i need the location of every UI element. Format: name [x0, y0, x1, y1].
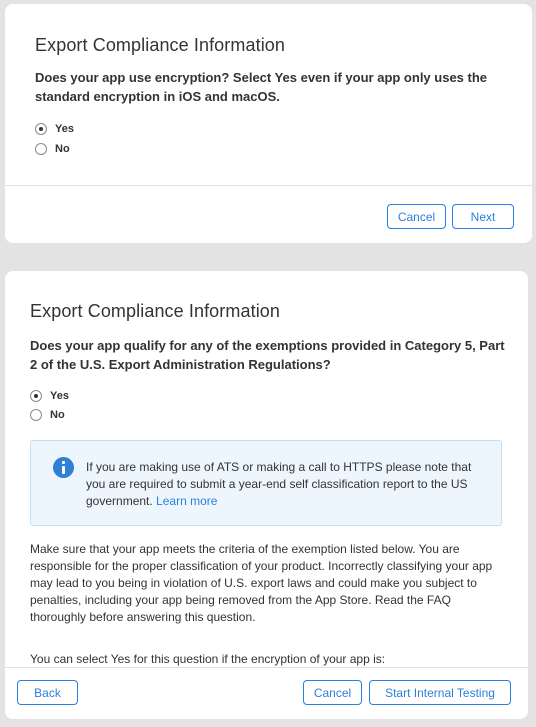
encryption-dialog [5, 4, 532, 243]
radio-unselected-icon[interactable] [30, 409, 42, 421]
radio-no[interactable] [30, 407, 65, 423]
encryption-question: Does your app use encryption? Select Yes even if your app only uses the standard encryption in iOS and macOS. [35, 70, 488, 104]
radio-no-label: No [50, 409, 65, 421]
dialog-title: Export Compliance Information [30, 301, 281, 321]
radio-yes[interactable] [30, 388, 69, 404]
exemption-paragraph: Make sure that your app meets the criteria of the exemption listed below. You are responsible for the proper classification of your product. Incorrectly classifying your app may lead to you being in violation of U.S. export laws and could make you subject to penalties, including your app being removed from the App Store. Read the FAQ thoroughly before answering this question. [30, 542, 493, 624]
dialog-footer [5, 667, 528, 719]
dialog-footer [5, 185, 532, 243]
radio-selected-icon[interactable] [35, 123, 47, 135]
back-button[interactable]: Back [17, 680, 78, 705]
info-message: If you are making use of ATS or making a call to HTTPS please note that you are required to submit a year-end self classification report to the US government. [86, 460, 472, 508]
exemption-paragraph-2: You can select Yes for this question if the encryption of your app is: [30, 652, 386, 666]
ats-info-box [30, 440, 502, 526]
dialog-title: Export Compliance Information [35, 35, 286, 55]
exemption-question: Does your app qualify for any of the exemptions provided in Category 5, Part 2 of the U.S. Export Administration Regulations? [30, 338, 505, 372]
exemption-dialog [5, 271, 528, 719]
radio-yes-label: Yes [55, 123, 74, 135]
radio-no-label: No [55, 143, 70, 155]
next-button[interactable]: Next [452, 204, 514, 229]
cancel-button[interactable]: Cancel [387, 204, 446, 229]
radio-yes-label: Yes [50, 390, 69, 402]
learn-more-link[interactable]: Learn more [156, 494, 218, 508]
start-internal-testing-button[interactable]: Start Internal Testing [369, 680, 511, 705]
info-icon [53, 457, 74, 478]
radio-no[interactable] [35, 141, 70, 157]
info-text [86, 459, 486, 510]
radio-selected-icon[interactable] [30, 390, 42, 402]
radio-unselected-icon[interactable] [35, 143, 47, 155]
cancel-button[interactable]: Cancel [303, 680, 362, 705]
radio-yes[interactable] [35, 121, 74, 137]
